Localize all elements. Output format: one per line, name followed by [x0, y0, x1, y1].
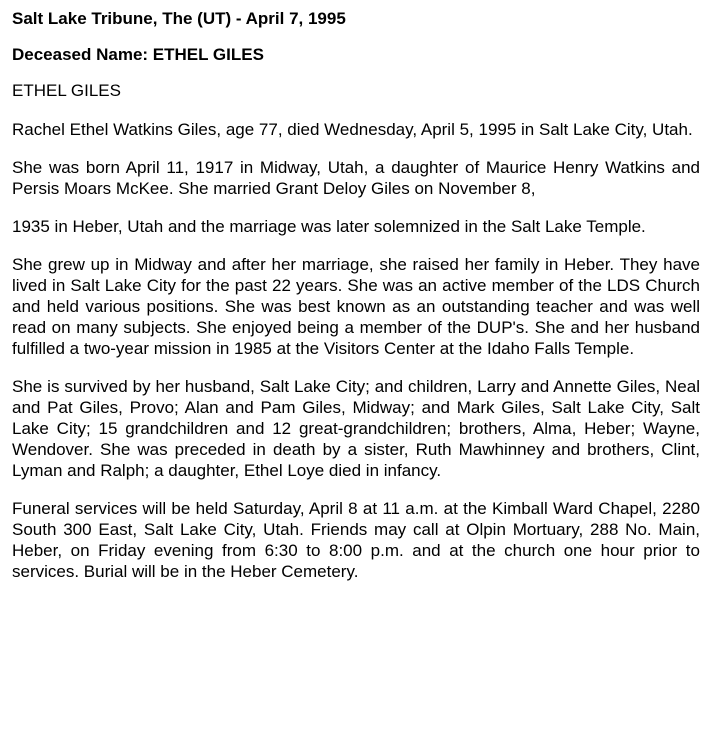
paragraph-death-notice: Rachel Ethel Watkins Giles, age 77, died Wednesday, April 5, 1995 in Salt Lake City, Utah. [12, 120, 693, 139]
obituary-title: ETHEL GILES [12, 81, 121, 100]
source-heading: Salt Lake Tribune, The (UT) - April 7, 1995 [12, 9, 346, 28]
paragraph-marriage: 1935 in Heber, Utah and the marriage was later solemnized in the Salt Lake Temple. [12, 217, 646, 236]
paragraph-life: She grew up in Midway and after her marriage, she raised her family in Heber. They have lived in Salt Lake City for the past 22 years. She was an active member of the LDS Church and held various positions. She was best known as an outstanding teacher and was well read on many subjects. She enjoyed being a member of the DUP's. She and her husband fulfilled a two-year mission in 1985 at the Visitors Center at the Idaho Falls Temple. [12, 255, 700, 358]
deceased-name-heading: Deceased Name: ETHEL GILES [12, 45, 264, 64]
paragraph-birth: She was born April 11, 1917 in Midway, Utah, a daughter of Maurice Henry Watkins and Persis Moars McKee. She married Grant Deloy Giles on November 8, [12, 158, 700, 198]
obituary-document [12, 8, 700, 582]
paragraph-survivors: She is survived by her husband, Salt Lake City; and children, Larry and Annette Giles, Neal and Pat Giles, Provo; Alan and Pam Giles, Midway; and Mark Giles, Salt Lake City, Salt Lake City; 15 grandchildren and 12 great-grandchildren; brothers, Alma, Heber; Wayne, Wendover. She was preceded in death by a sister, Ruth Mawhinney and brothers, Clint, Lyman and Ralph; a daughter, Ethel Loye died in infancy. [12, 377, 700, 480]
paragraph-funeral: Funeral services will be held Saturday, April 8 at 11 a.m. at the Kimball Ward Chapel, 2280 South 300 East, Salt Lake City, Utah. Friends may call at Olpin Mortuary, 288 No. Main, Heber, on Friday evening from 6:30 to 8:00 p.m. and at the church one hour prior to services. Burial will be in the Heber Cemetery. [12, 499, 700, 581]
